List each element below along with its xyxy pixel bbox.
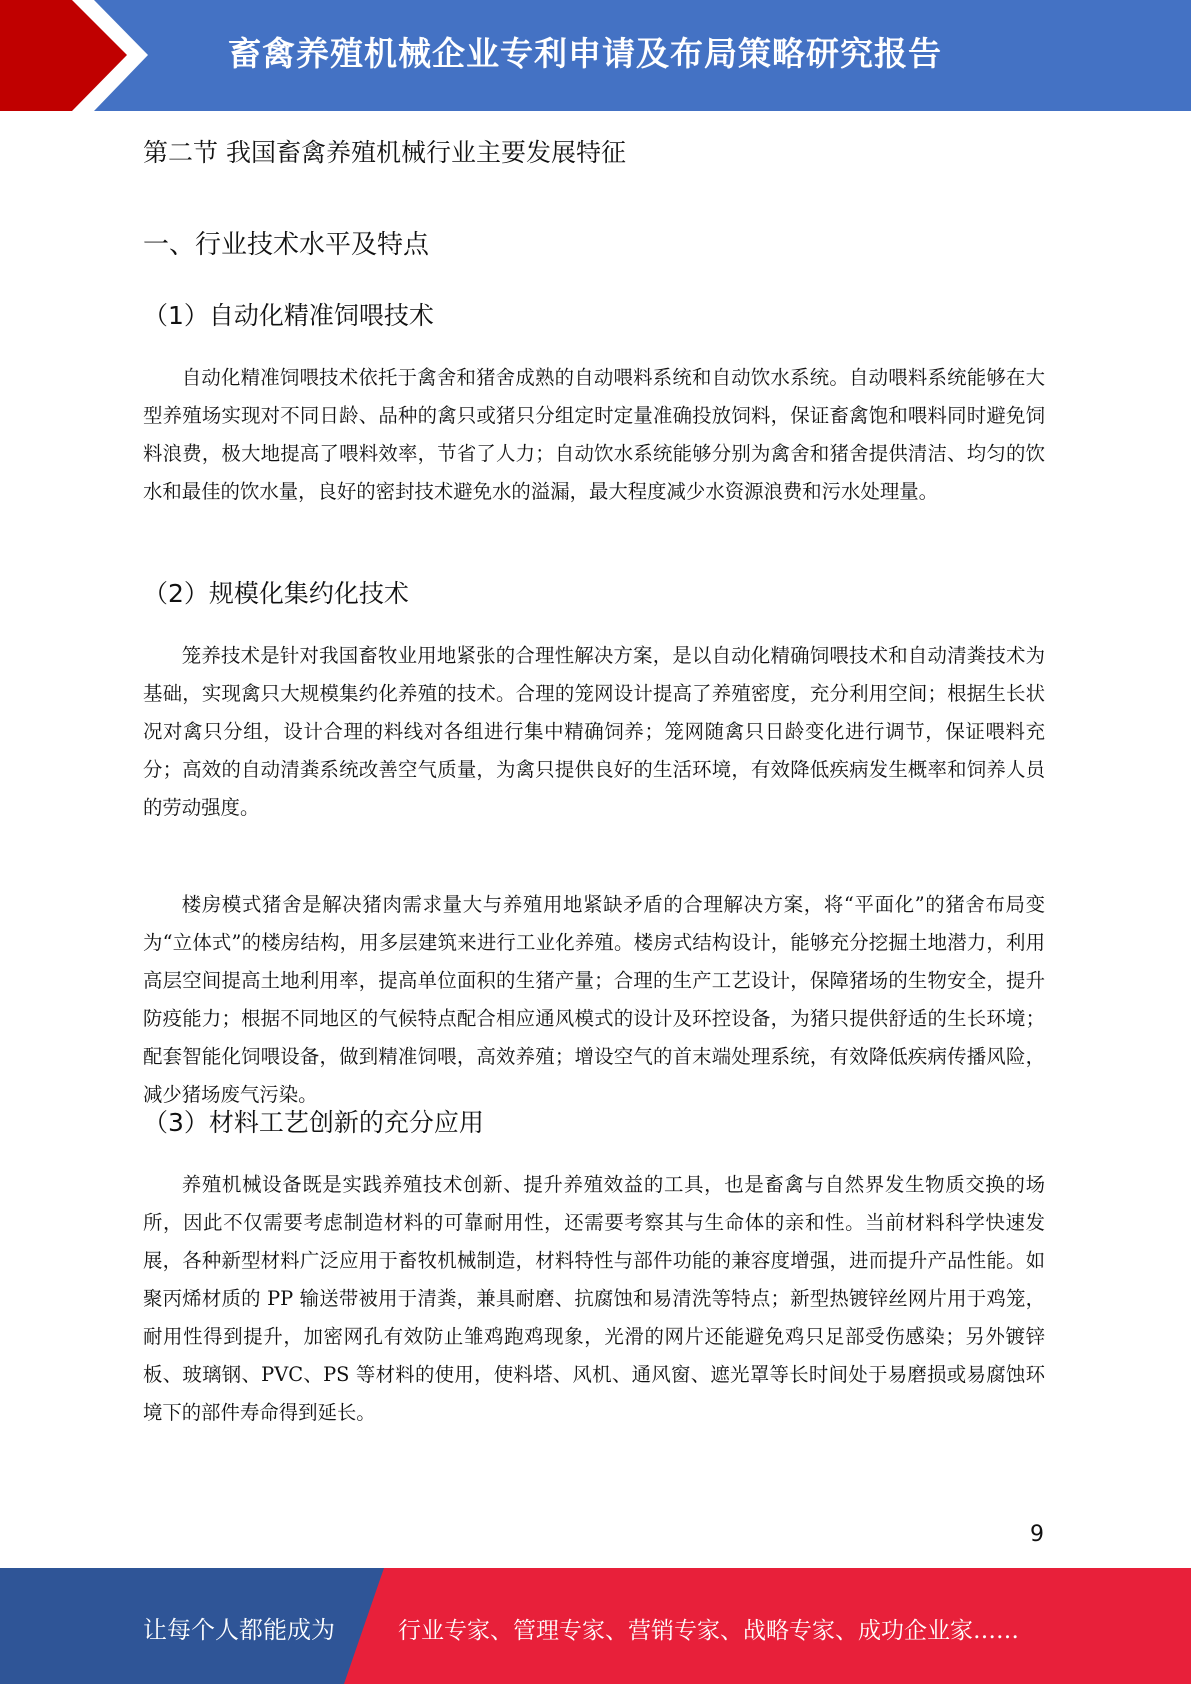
- subsection-heading-1: （1）自动化精准饲喂技术: [143, 301, 434, 330]
- footer-slogan-right: 行业专家、管理专家、营销专家、战略专家、成功企业家……: [398, 1618, 1019, 1644]
- page-header: [0, 0, 1191, 111]
- paragraph: 自动化精准饲喂技术依托于禽舍和猪舍成熟的自动喂料系统和自动饮水系统。自动喂料系统能够在大型养殖场实现对不同日龄、品种的禽只或猪只分组定时定量准确投放饲料，保证畜禽饱和喂料同时避免饲料浪费，极大地提高了喂料效率，节省了人力；自动饮水系统能够分别为禽舍和猪舍提供清洁、均匀的饮水和最佳的饮水量，良好的密封技术避免水的溢漏，最大程度减少水资源浪费和污水处理量。: [143, 366, 1045, 503]
- paragraph: 养殖机械设备既是实践养殖技术创新、提升养殖效益的工具，也是畜禽与自然界发生物质交换的场所，因此不仅需要考虑制造材料的可靠耐用性，还需要考察其与生命体的亲和性。当前材料科学快速发展，各种新型材料广泛应用于畜牧机械制造，材料特性与部件功能的兼容度增强，进而提升产品性能。如聚丙烯材质的 PP 输送带被用于清粪，兼具耐磨、抗腐蚀和易清洗等特点；新型热镀锌丝网片用于鸡笼，耐用性得到提升，加密网孔有效防止雏鸡跑鸡现象，光滑的网片还能避免鸡只足部受伤感染；另外镀锌板、玻璃钢、PVC、PS 等材料的使用，使料塔、风机、通风窗、遮光罩等长时间处于易磨损或易腐蚀环境下的部件寿命得到延长。: [143, 1173, 1045, 1424]
- report-title: 畜禽养殖机械企业专利申请及布局策略研究报告: [228, 34, 942, 73]
- footer-slogan-left: 让每个人都能成为: [143, 1616, 335, 1644]
- page-number: 9: [1030, 1522, 1044, 1547]
- section-title: 第二节 我国畜禽养殖机械行业主要发展特征: [143, 138, 626, 167]
- page-footer: [0, 1568, 1191, 1684]
- heading-level-1: 一、行业技术水平及特点: [143, 230, 430, 260]
- paragraph: 笼养技术是针对我国畜牧业用地紧张的合理性解决方案，是以自动化精确饲喂技术和自动清粪技术为基础，实现禽只大规模集约化养殖的技术。合理的笼网设计提高了养殖密度，充分利用空间；根据生长状况对禽只分组，设计合理的料线对各组进行集中精确饲养；笼网随禽只日龄变化进行调节，保证喂料充分；高效的自动清粪系统改善空气质量，为禽只提供良好的生活环境，有效降低疾病发生概率和饲养人员的劳动强度。: [143, 644, 1045, 819]
- subsection-heading-2: （2）规模化集约化技术: [143, 579, 409, 608]
- paragraph: 楼房模式猪舍是解决猪肉需求量大与养殖用地紧缺矛盾的合理解决方案，将“平面化”的猪舍布局变为“立体式”的楼房结构，用多层建筑来进行工业化养殖。楼房式结构设计，能够充分挖掘土地潜力，利用高层空间提高土地利用率，提高单位面积的生猪产量；合理的生产工艺设计，保障猪场的生物安全，提升防疫能力；根据不同地区的气候特点配合相应通风模式的设计及环控设备，为猪只提供舒适的生长环境；配套智能化饲喂设备，做到精准饲喂，高效养殖；增设空气的首末端处理系统，有效降低疾病传播风险，减少猪场废气污染。: [143, 893, 1045, 1106]
- subsection-heading-3: （3）材料工艺创新的充分应用: [143, 1108, 484, 1137]
